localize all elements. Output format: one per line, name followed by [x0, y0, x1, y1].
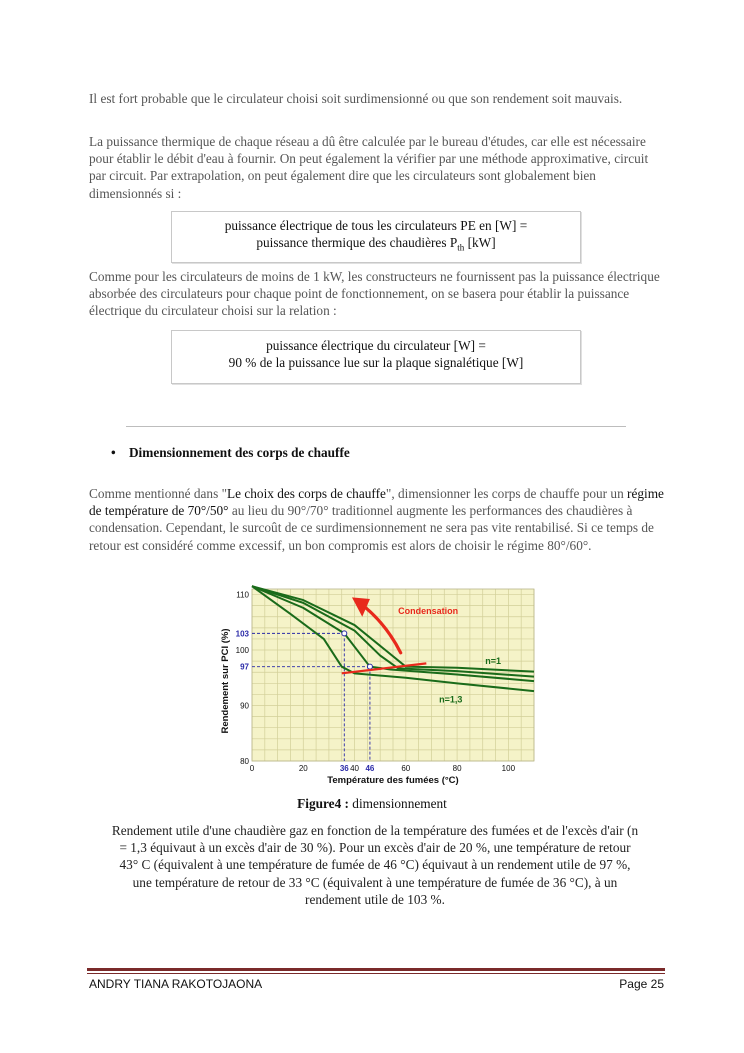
paragraph-oversized-circulator: Il est fort probable que le circulateur choisi soit surdimensionné ou que son rendement soit mauvais. — [89, 91, 623, 106]
section-heading — [111, 445, 350, 461]
link-choix-corps-de-chauffe[interactable]: Le choix des corps de chauffe — [227, 486, 386, 501]
x-axis-label: Température des fumées (°C) — [327, 775, 459, 786]
section-separator — [126, 426, 626, 427]
y-tick-label: 100 — [235, 646, 249, 656]
footer-rule — [87, 968, 665, 971]
x-tick-label: 0 — [249, 764, 255, 773]
annotation-label: n=1,3 — [439, 694, 463, 705]
term-regime-temperature: régime de température de 70°/50° — [89, 486, 664, 519]
efficiency-chart — [214, 585, 538, 790]
highlight-point — [342, 631, 347, 636]
y-tick-label: 110 — [236, 590, 249, 600]
formula-box-circulator — [171, 330, 581, 384]
annotation-label: Condensation — [398, 605, 459, 616]
footer-page-number: Page 25 — [619, 977, 664, 991]
x-tick-label: 60 — [401, 764, 411, 773]
formula-line-2: puissance thermique des chaudières $P_{th}$ [kW] — [256, 235, 496, 253]
footer-rule-thin — [87, 973, 665, 974]
footer-author: ANDRY TIANA RAKOTOJAONA — [89, 977, 263, 991]
annotation-label: n=1 — [485, 655, 502, 666]
highlight-x-label: 36 — [339, 764, 349, 773]
figure-title: Figure4 : dimensionnement — [297, 796, 447, 811]
highlight-y-label: 97 — [240, 662, 249, 672]
paragraph-emitters: Comme mentionné dans "Le choix des corps de chauffe", dimensionner les corps de chauffe pour un régime de température de 70°/50° au lieu du 90°/70° traditionnel augmente les performances des chaudières à condensation. Cependant, le surcoût de ce surdimensionnement ne sera pas vite rentabilisé. Si ce temps de retour est considéré comme excessif, un bon compromis est alors de choisir le régime 80°/60°. — [89, 486, 664, 553]
x-tick-label: 20 — [298, 764, 308, 773]
y-tick-label: 90 — [240, 701, 249, 711]
y-axis-label: Rendement sur PCI (%) — [220, 628, 231, 734]
highlight-point — [367, 664, 372, 669]
figure-caption: Rendement utile d'une chaudière gaz en fonction de la température des fumées et de l'excès d'air (n = 1,3 équivaut à un excès d'air de 30 %). Pour un excès d'air de 20 %, une température de retour 43° C (équivalent à une température de fumée de 46 °C) équivaut à un rendement utile de 97 %, une température de retour de 33 °C (équivalent à une température de fumée de 36 °C), à un rendement utile de 103 %. — [111, 823, 639, 907]
formula-box-circulators — [171, 211, 581, 263]
x-tick-label: 80 — [452, 764, 462, 773]
highlight-x-label: 46 — [365, 764, 375, 773]
x-tick-label: 40 — [350, 764, 359, 773]
bullet-symbol: • — [111, 445, 116, 460]
section-heading-text: Dimensionnement des corps de chauffe — [128, 445, 350, 460]
highlight-y-label: 103 — [235, 629, 249, 639]
y-tick-label: 80 — [240, 757, 249, 766]
formula-line-1: puissance électrique de tous les circulateurs PE en [W] = — [224, 218, 528, 233]
paragraph-thermal-power: La puissance thermique de chaque réseau a dû être calculée par le bureau d'études, car elle est nécessaire pour établir le débit d'eau à fournir. On peut également la vérifier par une méthode approximative, circuit par circuit. Par extrapolation, on peut également dire que les circulateurs sont globalement bien dimensionnés si : — [89, 134, 649, 201]
formula2-line-2: 90 % de la puissance lue sur la plaque signalétique [W] — [228, 355, 524, 370]
x-tick-label: 100 — [501, 764, 516, 773]
paragraph-electric-power: Comme pour les circulateurs de moins de 1 kW, les constructeurs ne fournissent pas la puissance électrique absorbée des circulateurs pour chaque point de fonctionnement, on se basera pour établir la puissance électrique du circulateur choisi sur la relation : — [89, 269, 660, 319]
formula2-line-1: puissance électrique du circulateur [W] = — [266, 338, 486, 353]
